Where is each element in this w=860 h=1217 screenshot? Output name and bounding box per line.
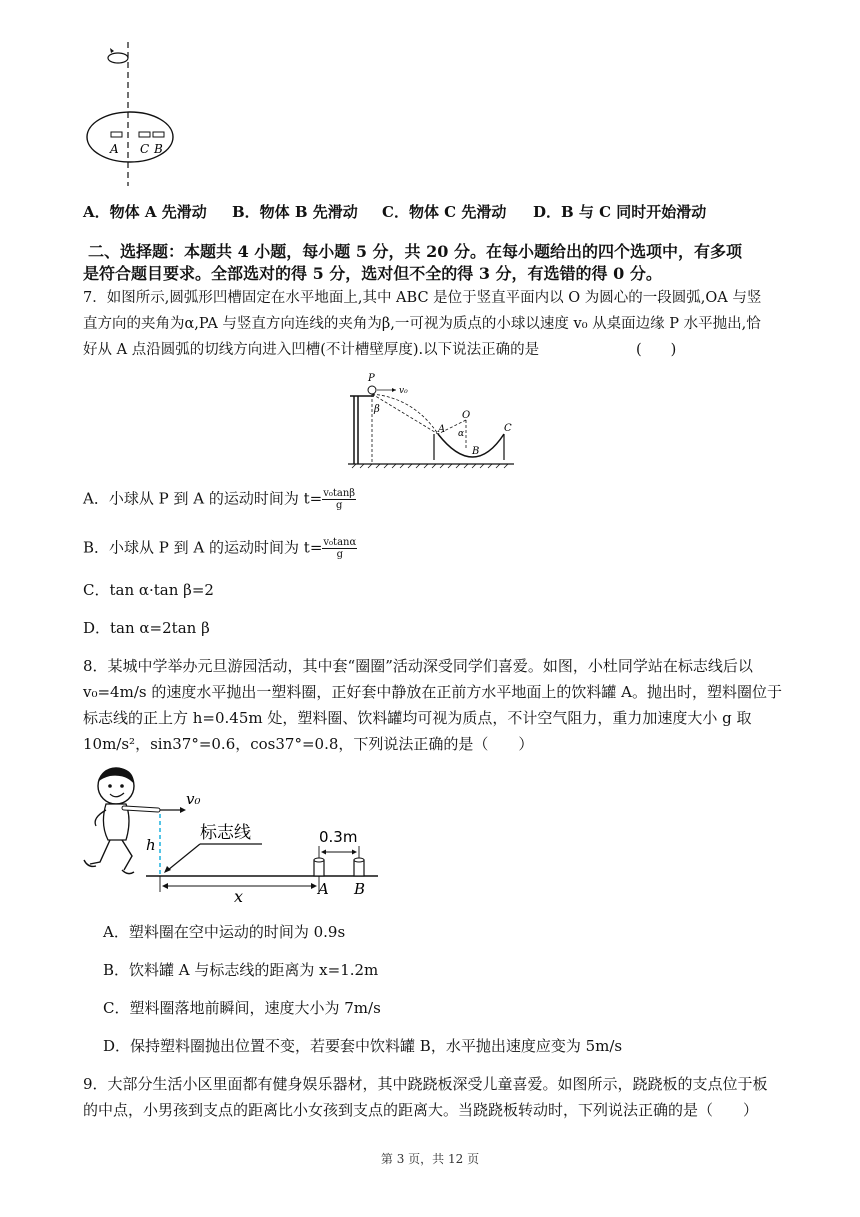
q7-option-b-num: v₀tanα (323, 537, 357, 548)
q7-option-a-num: v₀tanβ (323, 488, 356, 499)
q7-label-o: O (462, 410, 471, 421)
q8-label-v0: v₀ (186, 790, 201, 808)
q6-option-a: A．物体 A 先滑动 (83, 203, 207, 221)
section2-line2: 是符合题目要求。全部选对的得 5 分，选对但不全的得 3 分，有选错的得 0 分。 (83, 264, 662, 283)
q6-option-c: C．物体 C 先滑动 (382, 203, 507, 221)
q7-label-v0: v₀ (399, 386, 408, 396)
q7-option-b-fraction (322, 537, 357, 560)
q8-line1: 8．某城中学举办元旦游园活动，其中套“圈圈”活动深受同学们喜爱。如图，小杜同学站在标志线后以 (83, 657, 753, 675)
page-footer: 第 3 页，共 12 页 (380, 1152, 480, 1166)
q8-option-c: C．塑料圈落地前瞬间，速度大小为 7m/s (103, 999, 381, 1017)
q7-option-b-prefix: B．小球从 P 到 A 的运动时间为 t= (83, 538, 323, 557)
q9-line1: 9．大部分生活小区里面都有健身娱乐器材，其中跷跷板深受儿童喜爱。如图所示，跷跷板的支点位于板 (83, 1075, 768, 1093)
q7-bracket: ( ) (636, 342, 677, 358)
q6-label-b: B (154, 142, 163, 156)
q7-option-d: D．tan α=2tan β (83, 619, 210, 637)
q7-option-a-fraction (322, 488, 356, 511)
q7-option-a-den: g (335, 500, 343, 511)
q8-label-h: h (146, 836, 156, 854)
q7-option-b-den: g (336, 549, 344, 560)
q8-option-a: A．塑料圈在空中运动的时间为 0.9s (103, 923, 346, 941)
q7-option-b (83, 537, 357, 560)
q7-label-p: P (368, 373, 375, 384)
q7-figure (344, 368, 524, 470)
q6-option-d: D．B 与 C 同时开始滑动 (533, 203, 707, 221)
section2-line1: 二、选择题：本题共 4 小题，每小题 5 分，共 20 分。在每小题给出的四个选项中，有多项 (88, 242, 742, 261)
q7-label-b: B (472, 446, 480, 457)
q6-option-b: B．物体 B 先滑动 (232, 203, 358, 221)
q7-line1: 7．如图所示,圆弧形凹槽固定在水平地面上,其中 ABC 是位于竖直平面内以 O 为圆心的一段圆弧,OA 与竖 (83, 290, 762, 306)
q7-label-a: A (438, 424, 446, 435)
q7-label-beta: β (374, 404, 380, 415)
q8-label-b: B (354, 880, 366, 898)
q7-label-alpha: α (458, 429, 465, 439)
q8-line2: v₀=4m/s 的速度水平抛出一塑料圈，正好套中静放在正前方水平地面上的饮料罐 A。抛出时，塑料圈位于 (83, 683, 782, 701)
q8-option-b: B．饮料罐 A 与标志线的距离为 x=1.2m (103, 961, 379, 979)
q8-label-x: x (234, 887, 244, 904)
q6-label-a: A (110, 142, 119, 156)
q8-line3: 标志线的正上方 h=0.45m 处，塑料圈、饮料罐均可视为质点，不计空气阻力，重力加速度大小 g 取 (83, 709, 752, 727)
q8-line4: 10m/s²，sin37°=0.6，cos37°=0.8，下列说法正确的是（ ） (83, 735, 534, 753)
q7-option-a-prefix: A．小球从 P 到 A 的运动时间为 t= (83, 489, 323, 508)
q8-label-a: A (318, 880, 329, 898)
q7-label-c: C (504, 423, 512, 434)
q8-figure (80, 764, 390, 904)
q7-option-c: C．tan α·tan β=2 (83, 581, 214, 599)
q6-label-c: C (140, 142, 150, 156)
q7-line3: 好从 A 点沿圆弧的切线方向进入凹槽(不计槽壁厚度).以下说法正确的是 (83, 342, 540, 358)
q6-figure (80, 38, 190, 188)
q8-label-dist: 0.3m (319, 828, 358, 846)
q8-label-line: 标志线 (200, 823, 251, 843)
q9-line2: 的中点，小男孩到支点的距离比小女孩到支点的距离大。当跷跷板转动时，下列说法正确的是（ ） (83, 1101, 759, 1119)
q7-option-a (83, 488, 356, 511)
q7-line2: 直方向的夹角为α,PA 与竖直方向连线的夹角为β,一可视为质点的小球以速度 v₀ 从桌面边缘 P 水平抛出,恰 (83, 316, 761, 332)
q8-option-d: D．保持塑料圈抛出位置不变，若要套中饮料罐 B，水平抛出速度应变为 5m/s (103, 1037, 623, 1055)
